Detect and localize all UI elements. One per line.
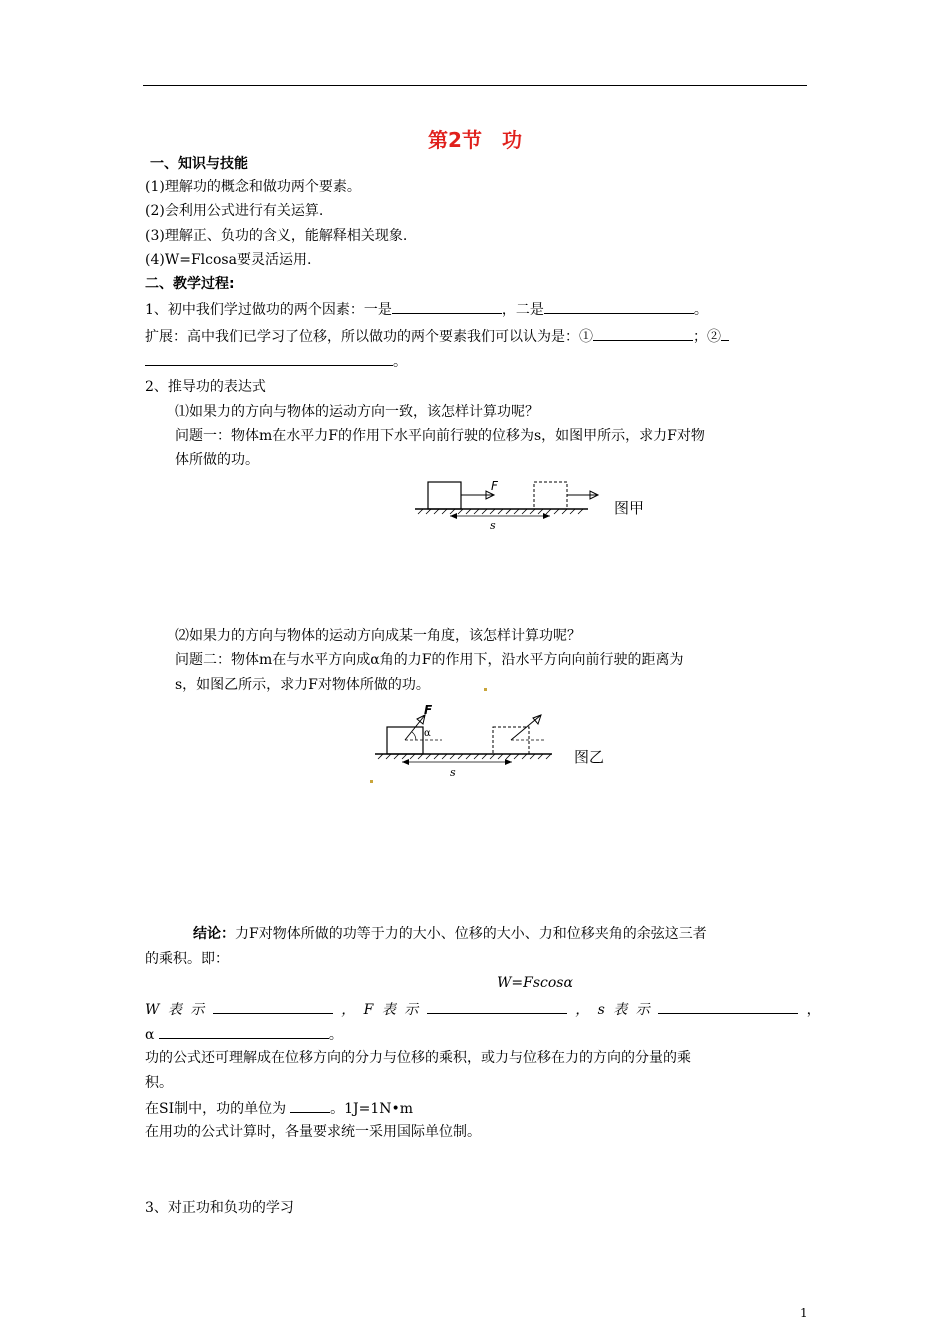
f-label: ， F 表 示 [341, 1002, 419, 1018]
explanation-line2: 积。 [145, 1075, 173, 1091]
work-formula: W=Fscosα [497, 975, 573, 991]
conclusion-label: 结论： [193, 926, 235, 942]
s-label: ， s 表 示 [575, 1002, 650, 1018]
part2-title: 2、推导功的表达式 [145, 379, 266, 395]
alpha-definition-line [145, 1024, 343, 1045]
part2-question-1: ⑴如果力的方向与物体的运动方向一致，该怎样计算功呢？ [175, 404, 539, 420]
figure-yi [370, 700, 570, 780]
fig2-force-label: F [424, 703, 433, 717]
block-initial [428, 482, 461, 509]
q1-text-a: 1、初中我们学过做功的两个因素：一是 [145, 302, 392, 318]
explanation-line1: 功的公式还可理解成在位移方向的分力与位移的乘积，或力与位移在力的方向的分量的乘 [145, 1050, 691, 1066]
problem-two-line1: 问题二：物体m在与水平方向成α角的力F的作用下，沿水平方向向前行驶的距离为 [175, 652, 684, 668]
problem-two-line2: s，如图乙所示，求力F对物体所做的功。 [175, 677, 430, 693]
blank-factor-2[interactable] [544, 299, 694, 314]
fig2-displacement-label: s [450, 766, 456, 779]
q1-text-c: 。 [693, 302, 708, 318]
blank-s[interactable] [658, 999, 798, 1014]
symbol-definitions-line [145, 999, 821, 1020]
si-text-a: 在SI制中，功的单位为 [145, 1101, 287, 1117]
fig2-angle-label: α [424, 728, 431, 739]
page-number: 1 [800, 1306, 808, 1320]
ext-text-a: 扩展：高中我们已学习了位移，所以做功的两个要素我们可以认为是：① [145, 329, 593, 345]
part3-title: 3、对正功和负功的学习 [145, 1200, 294, 1216]
blank-unit[interactable] [290, 1098, 330, 1113]
blank-f[interactable] [427, 999, 567, 1014]
ext-text-b: ；② [693, 329, 721, 345]
conclusion-line2: 的乘积。即： [145, 951, 229, 967]
alpha-label: α [145, 1027, 155, 1043]
header-rule [143, 85, 807, 86]
figure-jia-label: 图甲 [614, 499, 645, 517]
conclusion-text: 力F对物体所做的功等于力的大小、位移的大小、力和位移夹角的余弦这三者 [235, 926, 707, 942]
fig1-force-label: F [491, 479, 498, 493]
block-final [493, 727, 529, 754]
decorative-dot [484, 688, 487, 691]
question-1 [145, 299, 708, 320]
figure-yi-label: 图乙 [574, 748, 605, 766]
block-final [534, 482, 567, 509]
blank-element-2[interactable] [145, 351, 393, 366]
fig1-displacement-label: s [490, 519, 496, 532]
objective-2: (2)会利用公式进行有关运算. [145, 203, 324, 219]
conclusion-line1 [193, 924, 707, 944]
end-comma: ， [806, 1002, 821, 1018]
part2-question-2: ⑵如果力的方向与物体的运动方向成某一角度，该怎样计算功呢？ [175, 628, 581, 644]
section2-heading: 二、教学过程: [145, 276, 235, 292]
blank-element-2-start[interactable] [721, 326, 729, 341]
block-initial [387, 727, 423, 754]
section1-heading: 一、知识与技能 [150, 156, 248, 172]
blank-w[interactable] [213, 999, 333, 1014]
objective-3: (3)理解正、负功的含义，能解释相关现象. [145, 228, 408, 244]
blank-factor-1[interactable] [392, 299, 502, 314]
page-title: 第2节 功 [428, 128, 522, 152]
problem-one-line2: 体所做的功。 [175, 452, 259, 468]
blank-alpha[interactable] [159, 1024, 329, 1039]
w-label: W 表 示 [145, 1002, 205, 1018]
problem-one-line1: 问题一：物体m在水平力F的作用下水平向前行驶的位移为s，如图甲所示，求力F对物 [175, 428, 705, 444]
alpha-end: 。 [328, 1027, 343, 1043]
blank-element-1[interactable] [593, 326, 693, 341]
extension-line [145, 326, 729, 347]
units-note: 在用功的公式计算时，各量要求统一采用国际单位制。 [145, 1124, 481, 1140]
extension-line-2 [145, 351, 407, 372]
ext-text-c: 。 [393, 354, 407, 370]
q1-text-b: ，二是 [501, 302, 544, 318]
si-unit-line [145, 1098, 413, 1119]
objective-1: (1)理解功的概念和做功两个要素。 [145, 179, 361, 195]
decorative-dot [370, 780, 373, 783]
objective-4: (4)W=Flcosa要灵活运用. [145, 252, 312, 268]
si-text-b: 。1J=1N•m [330, 1101, 414, 1117]
